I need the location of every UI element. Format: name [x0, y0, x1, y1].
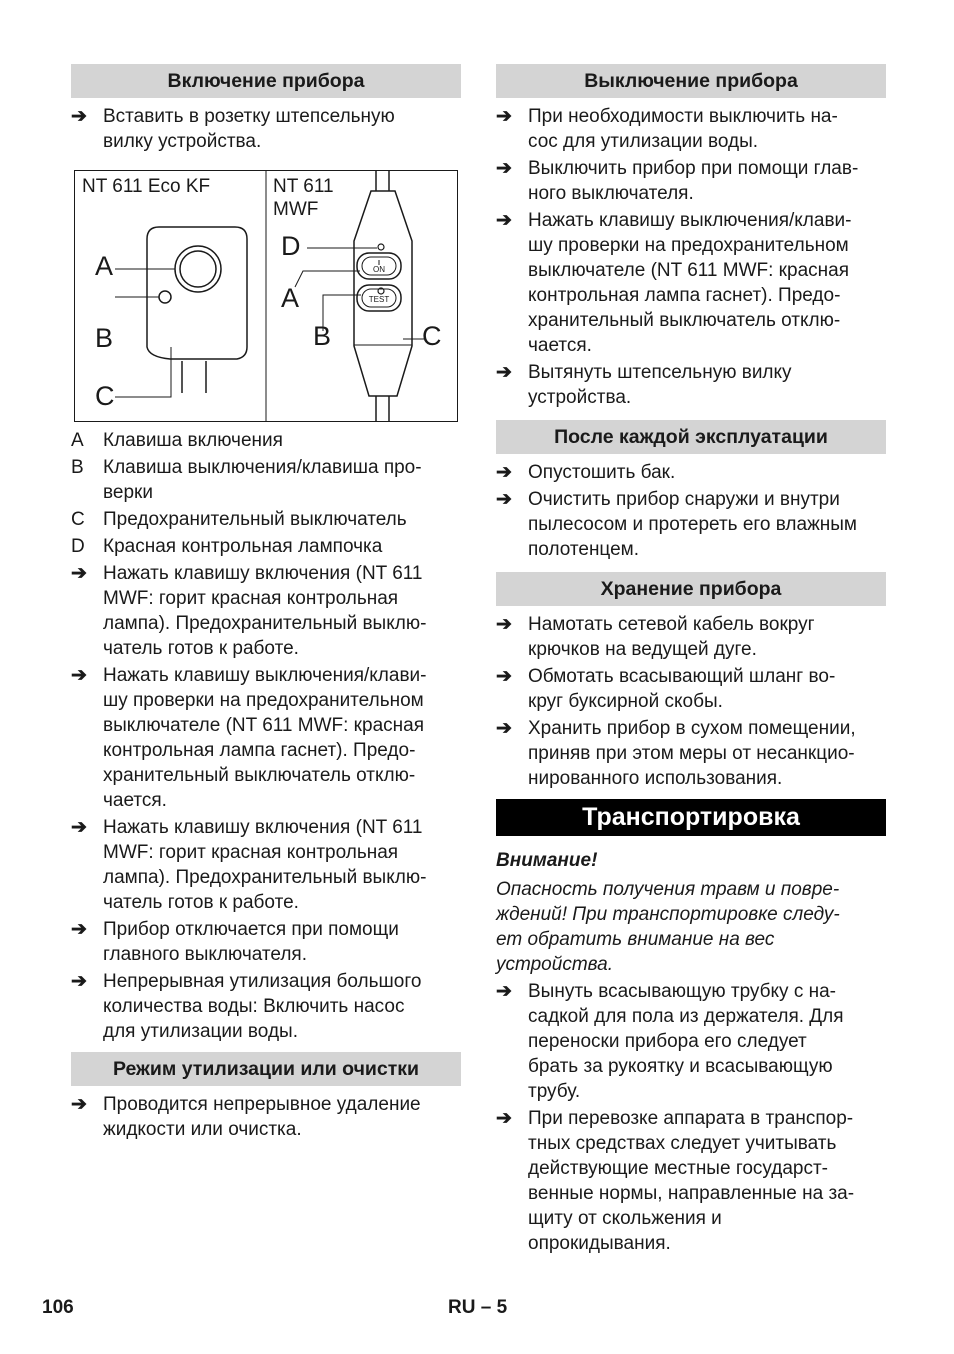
- arrow-right-icon: ➔: [71, 919, 87, 940]
- model-label-eco: NT 611 Eco KF: [82, 176, 211, 197]
- callout-a: A: [95, 251, 114, 281]
- list-item-text: Проводится непрерывное удаление жидкости или очистка.: [103, 1094, 421, 1140]
- list-item: [496, 104, 886, 154]
- legend-text: Красная контрольная лампочка: [103, 536, 383, 557]
- list-item: [496, 716, 886, 791]
- arrow-right-icon: ➔: [71, 106, 87, 127]
- list-item: [496, 360, 886, 410]
- list-item-text: Прибор отключается при помощи главного выключателя.: [103, 919, 399, 965]
- model-label-mwf: NT 611 MWF: [273, 176, 334, 220]
- warning-text: Опасность получения травм и повре- ждений! При транспортировке следу- ет обратить внимание на вес устройства.: [496, 879, 840, 975]
- list-item: [496, 664, 886, 714]
- transport-list: [496, 979, 886, 1256]
- arrow-right-icon: ➔: [496, 1108, 512, 1129]
- list-item-text: Вставить в розетку штепсельную вилку устройства.: [103, 106, 395, 152]
- section-heading-storage: Хранение прибора: [496, 572, 886, 606]
- list-item-text: Нажать клавишу включения (NT 611 MWF: горит красная контрольная лампа). Предохранительный выклю- чатель готов к работе.: [103, 563, 427, 659]
- legend-item: [71, 507, 461, 532]
- legend-key: A: [71, 430, 84, 451]
- list-item-text: Непрерывная утилизация большого количества воды: Включить насос для утилизации воды.: [103, 971, 422, 1042]
- list-item: [496, 460, 886, 485]
- arrow-right-icon: ➔: [496, 210, 512, 231]
- arrow-right-icon: ➔: [496, 489, 512, 510]
- callout-b: B: [95, 323, 114, 353]
- left-column: [71, 64, 461, 1144]
- arrow-right-icon: ➔: [71, 817, 87, 838]
- list-item: [496, 612, 886, 662]
- arrow-right-icon: ➔: [496, 666, 512, 687]
- power-on-intro-list: [71, 104, 461, 154]
- list-item-text: Нажать клавишу включения (NT 611 MWF: горит красная контрольная лампа). Предохранительный выклю- чатель готов к работе.: [103, 817, 427, 913]
- arrow-right-icon: ➔: [496, 106, 512, 127]
- list-item-text: Вынуть всасывающую трубку с на- садкой для пола из держателя. Для переноски прибора его следует брать за рукоятку и всасывающую трубу.: [528, 981, 844, 1102]
- switch-diagram: [75, 171, 457, 421]
- power-on-steps: [71, 561, 461, 1044]
- page-number: 106: [42, 1297, 74, 1318]
- arrow-right-icon: ➔: [496, 158, 512, 179]
- legend-key: C: [71, 509, 85, 530]
- arrow-right-icon: ➔: [71, 1094, 87, 1115]
- legend-item: [71, 428, 461, 453]
- legend-item: [71, 534, 461, 559]
- off-button: [159, 291, 171, 303]
- disposal-list: [71, 1092, 461, 1142]
- list-item-text: При перевозке аппарата в транспор- тных средствах следует учитывать действующие местные государст- венные нормы, направленные на за- щиту от скольжения и опрокидывания.: [528, 1108, 855, 1254]
- callout-d: D: [281, 231, 301, 261]
- section-heading-power-on: Включение прибора: [71, 64, 461, 98]
- list-item: [496, 208, 886, 358]
- callout-c-2: C: [422, 321, 442, 351]
- legend-item: [71, 455, 461, 505]
- warning-title: Внимание!: [496, 850, 598, 871]
- arrow-right-icon: ➔: [496, 614, 512, 635]
- legend-text: Предохранительный выключатель: [103, 509, 407, 530]
- list-item-text: Нажать клавишу выключения/клави- шу проверки на предохранительном выключателе (NT 611 MWF: красная контрольная лампа гаснет). Предо- хранительный выключатель отклю- чается.: [103, 665, 427, 811]
- list-item: [496, 1106, 886, 1256]
- callout-c: C: [95, 381, 115, 411]
- right-column: [496, 64, 886, 1258]
- arrow-right-icon: ➔: [496, 981, 512, 1002]
- arrow-right-icon: ➔: [496, 462, 512, 483]
- legend-key: B: [71, 457, 84, 478]
- arrow-right-icon: ➔: [496, 362, 512, 383]
- callout-b-2: B: [313, 321, 332, 351]
- list-item-text: Очистить прибор снаружи и внутри пылесосом и протереть его влажным полотенцем.: [528, 489, 857, 560]
- list-item-text: Обмотать всасывающий шланг во- круг буксирной скобы.: [528, 666, 836, 712]
- list-item-text: Намотать сетевой кабель вокруг крючков на ведущей дуге.: [528, 614, 815, 660]
- list-item-text: Нажать клавишу выключения/клави- шу проверки на предохранительном выключателе (NT 611 MWF: красная контрольная лампа гаснет). Предо- хранительный выключатель отклю- чается.: [528, 210, 852, 356]
- figure-legend: [71, 428, 461, 559]
- storage-list: [496, 612, 886, 791]
- legend-text: Клавиша включения: [103, 430, 283, 451]
- section-heading-power-off: Выключение прибора: [496, 64, 886, 98]
- list-item: [496, 487, 886, 562]
- on-button-outer: [175, 246, 221, 292]
- switch-figure: [74, 170, 458, 422]
- red-lamp: [378, 244, 384, 250]
- list-item: [71, 1092, 461, 1142]
- list-item-text: Хранить прибор в сухом помещении, приняв при этом меры от несанкцио- нированного использования.: [528, 718, 856, 789]
- on-button-inner: [180, 251, 216, 287]
- after-use-list: [496, 460, 886, 562]
- list-item: [71, 663, 461, 813]
- arrow-right-icon: ➔: [71, 563, 87, 584]
- list-item: [71, 917, 461, 967]
- arrow-right-icon: ➔: [71, 971, 87, 992]
- list-item: [71, 561, 461, 661]
- section-heading-after-use: После каждой эксплуатации: [496, 420, 886, 454]
- list-item: [496, 979, 886, 1104]
- list-item: [71, 969, 461, 1044]
- list-item: [496, 156, 886, 206]
- language-page-label: RU – 5: [448, 1297, 508, 1318]
- arrow-right-icon: ➔: [71, 665, 87, 686]
- test-button-label: TEST: [368, 295, 390, 304]
- list-item-text: Опустошить бак.: [528, 462, 676, 483]
- chapter-heading-transport: Транспортировка: [496, 799, 886, 836]
- arrow-right-icon: ➔: [496, 718, 512, 739]
- section-heading-disposal: Режим утилизации или очистки: [71, 1052, 461, 1086]
- list-item: [71, 104, 461, 154]
- legend-text: Клавиша выключения/клавиша про- верки: [103, 457, 422, 503]
- list-item-text: Выключить прибор при помощи глав- ного выключателя.: [528, 158, 859, 204]
- on-button-label: ON: [373, 265, 385, 274]
- list-item-text: При необходимости выключить на- сос для утилизации воды.: [528, 106, 838, 152]
- list-item-text: Вытянуть штепсельную вилку устройства.: [528, 362, 792, 408]
- legend-key: D: [71, 536, 85, 557]
- socket-plate: [147, 227, 247, 359]
- power-off-list: [496, 104, 886, 410]
- list-item: [71, 815, 461, 915]
- callout-a-2: A: [281, 283, 300, 313]
